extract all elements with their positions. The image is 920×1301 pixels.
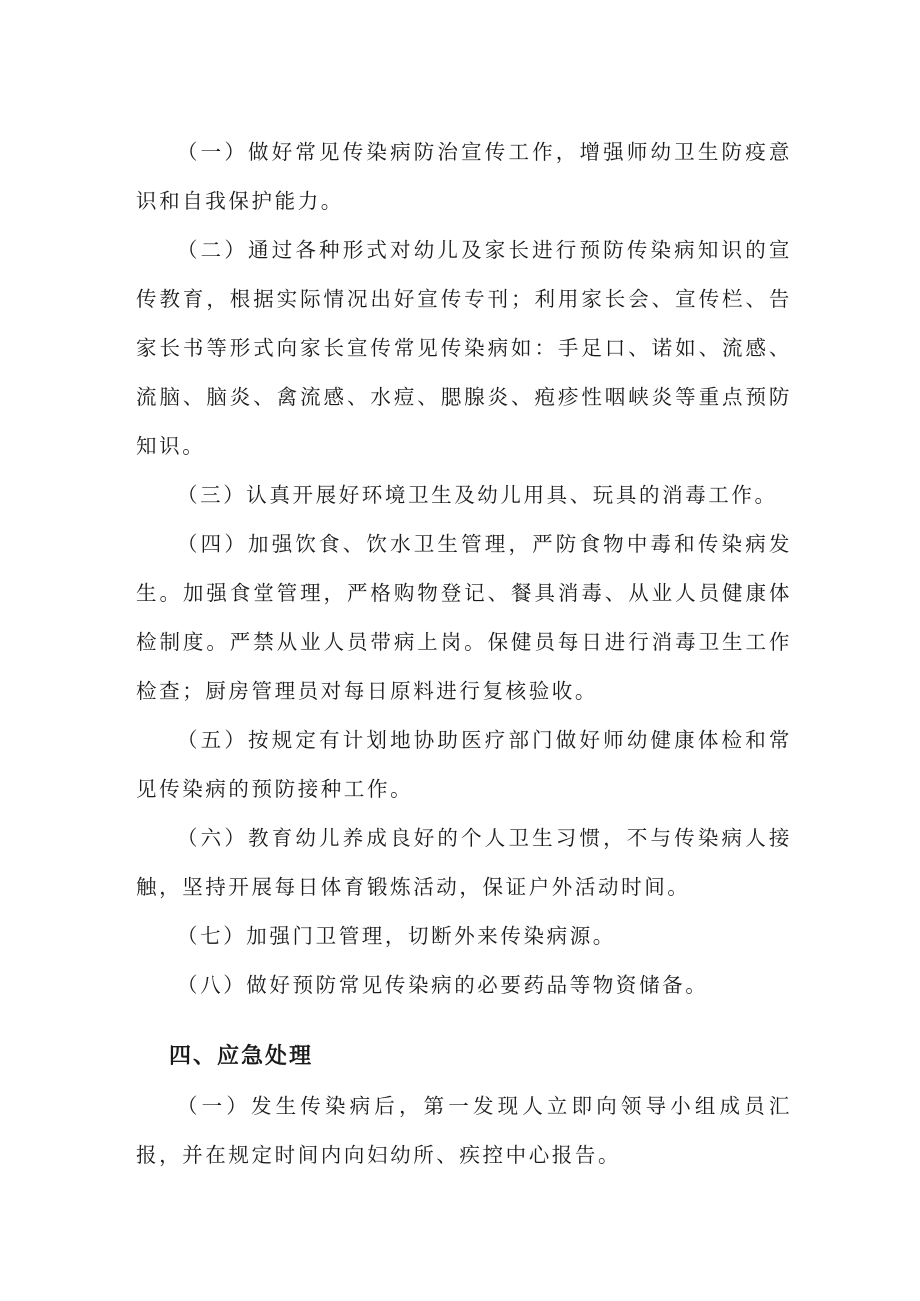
document-page [136, 128, 792, 1180]
paragraph-item-3: （三）认真开展好环境卫生及幼儿用具、玩具的消毒工作。 [177, 483, 778, 507]
paragraph-item-5: （五）按规定有计划地协助医疗部门做好师幼健康体检和常见传染病的预防接种工作。 [136, 728, 792, 801]
paragraph-item-7: （七）加强门卫管理，切断外来传染病源。 [177, 924, 616, 948]
paragraph-item-2: （二）通过各种形式对幼儿及家长进行预防传染病知识的宣传教育，根据实际情况出好宣传专刊；利用家长会、宣传栏、告家长书等形式向家长宣传常见传染病如：手足口、诺如、流感、流脑、脑炎、禽流感、水痘、腮腺炎、疱疹性咽峡炎等重点预防知识。 [136, 238, 792, 458]
paragraph-item-4: （四）加强饮食、饮水卫生管理，严防食物中毒和传染病发生。加强食堂管理，严格购物登记、餐具消毒、从业人员健康体检制度。严禁从业人员带病上岗。保健员每日进行消毒卫生工作检查；厨房管理员对每日原料进行复核验收。 [136, 532, 792, 703]
section-heading-emergency: 四、应急处理 [169, 1044, 314, 1069]
paragraph-item-6: （六）教育幼儿养成良好的个人卫生习惯，不与传染病人接触，坚持开展每日体育锻炼活动，保证户外活动时间。 [136, 826, 792, 899]
paragraph-item-8: （八）做好预防常见传染病的必要药品等物资储备。 [177, 973, 709, 997]
paragraph-item-1: （一）做好常见传染病防治宣传工作，增强师幼卫生防疫意识和自我保护能力。 [136, 140, 792, 213]
paragraph-emergency-item-1: （一）发生传染病后，第一发现人立即向领导小组成员汇报，并在规定时间内向妇幼所、疾控中心报告。 [136, 1094, 792, 1167]
